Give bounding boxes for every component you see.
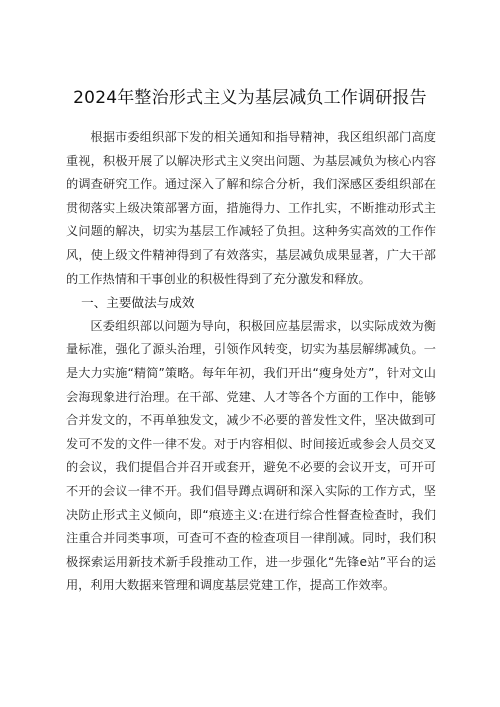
document-body xyxy=(66,126,436,598)
section-1-paragraph: 区委组织部以问题为导向，积极回应基层需求，以实际成效为衡量标准，强化了源头治理，引领作风转变，切实为基层解绑减负。一是大力实施“精简”策略。每年年初，我们开出“瘦身处方”，针对文山会海现象进行治理。在干部、党建、人才等各个方面的工作中，能够合并发文的，不再单独发文，减少不必要的普发性文件，坚决做到可发可不发的文件一律不发。对于内容相似、时间接近或参会人员交叉的会议，我们提倡合并召开或套开，避免不必要的会议开支，可开可不开的会议一律不开。我们倡导蹲点调研和深入实际的工作方式，坚决防止形式主义倾向，即“痕迹主义:在进行综合性督查检查时，我们注重合并同类事项，可查可不查的检查项目一律削减。同时，我们积极探索运用新技术新手段推动工作，进一步强化“先锋e站”平台的运用，利用大数据来管理和调度基层党建工作，提高工作效率。 xyxy=(66,318,436,593)
section-heading-1: 一、主要做法与成效 xyxy=(81,295,195,311)
document-title: 2024年整治形式主义为基层减负工作调研报告 xyxy=(73,88,427,108)
intro-paragraph: 根据市委组织部下发的相关通知和指导精神，我区组织部门高度重视，积极开展了以解决形式主义突出问题、为基层减负为核心内容的调查研究工作。通过深入了解和综合分析，我们深感区委组织部在贯彻落实上级决策部署方面，措施得力、工作扎实，不断推动形式主义问题的解决，切实为基层工作减轻了负担。这种务实高效的工作作风，使上级文件精神得到了有效落实，基层减负成果显著，广大干部的工作热情和干事创业的积极性得到了充分激发和释放。 xyxy=(66,130,436,286)
